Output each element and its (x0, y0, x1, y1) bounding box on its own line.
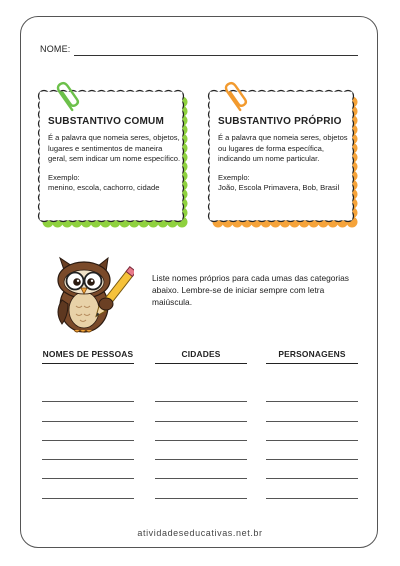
writing-line[interactable] (42, 441, 134, 460)
card-common-noun (38, 90, 188, 230)
name-input-line[interactable] (74, 55, 358, 56)
writing-line[interactable] (155, 383, 247, 402)
writing-line[interactable] (266, 422, 358, 441)
writing-line[interactable] (266, 383, 358, 402)
writing-line[interactable] (266, 479, 358, 498)
writing-line[interactable] (155, 479, 247, 498)
paperclip-icon (56, 80, 80, 114)
writing-line[interactable] (42, 460, 134, 479)
card-definition: É a palavra que nomeia seres, objetos, lugares e sentimentos de maneira geral, sem indicar um nome específico. (48, 133, 181, 164)
card-definition: É a palavra que nomeia seres, objetos ou lugares de forma específica, indicando um nome particular. (218, 133, 348, 164)
writing-line[interactable] (155, 402, 247, 421)
name-field-row (40, 42, 358, 58)
card-title: SUBSTANTIVO COMUM (48, 116, 164, 127)
card-title: SUBSTANTIVO PRÓPRIO (218, 116, 342, 127)
name-label: NOME: (40, 44, 71, 54)
writing-line[interactable] (266, 460, 358, 479)
writing-line[interactable] (155, 441, 247, 460)
writing-line[interactable] (42, 422, 134, 441)
instructions-text: Liste nomes próprios para cada umas das categorias abaixo. Lembre-se de iniciar sempre com letra maiúscula. (152, 273, 349, 307)
writing-line[interactable] (266, 441, 358, 460)
writing-line[interactable] (155, 422, 247, 441)
card-proper-noun (208, 90, 358, 230)
writing-line[interactable] (42, 402, 134, 421)
writing-line[interactable] (42, 383, 134, 402)
footer-site-url: atividadeseducativas.net.br (137, 528, 263, 538)
column-heading: PERSONAGENS (266, 349, 358, 364)
example-text: João, Escola Primavera, Bob, Brasil (218, 183, 340, 193)
owl-with-pencil-illustration (46, 256, 134, 336)
paperclip-icon (224, 80, 248, 114)
column-people-names (42, 349, 134, 499)
example-label: Exemplo: (48, 172, 80, 182)
writing-line[interactable] (266, 402, 358, 421)
column-cities (155, 349, 247, 499)
writing-line[interactable] (42, 479, 134, 498)
example-label: Exemplo: (218, 172, 250, 182)
column-characters (266, 349, 358, 499)
writing-line[interactable] (155, 460, 247, 479)
column-heading: NOMES DE PESSOAS (42, 349, 134, 364)
column-heading: CIDADES (155, 349, 247, 364)
example-text: menino, escola, cachorro, cidade (48, 183, 160, 193)
